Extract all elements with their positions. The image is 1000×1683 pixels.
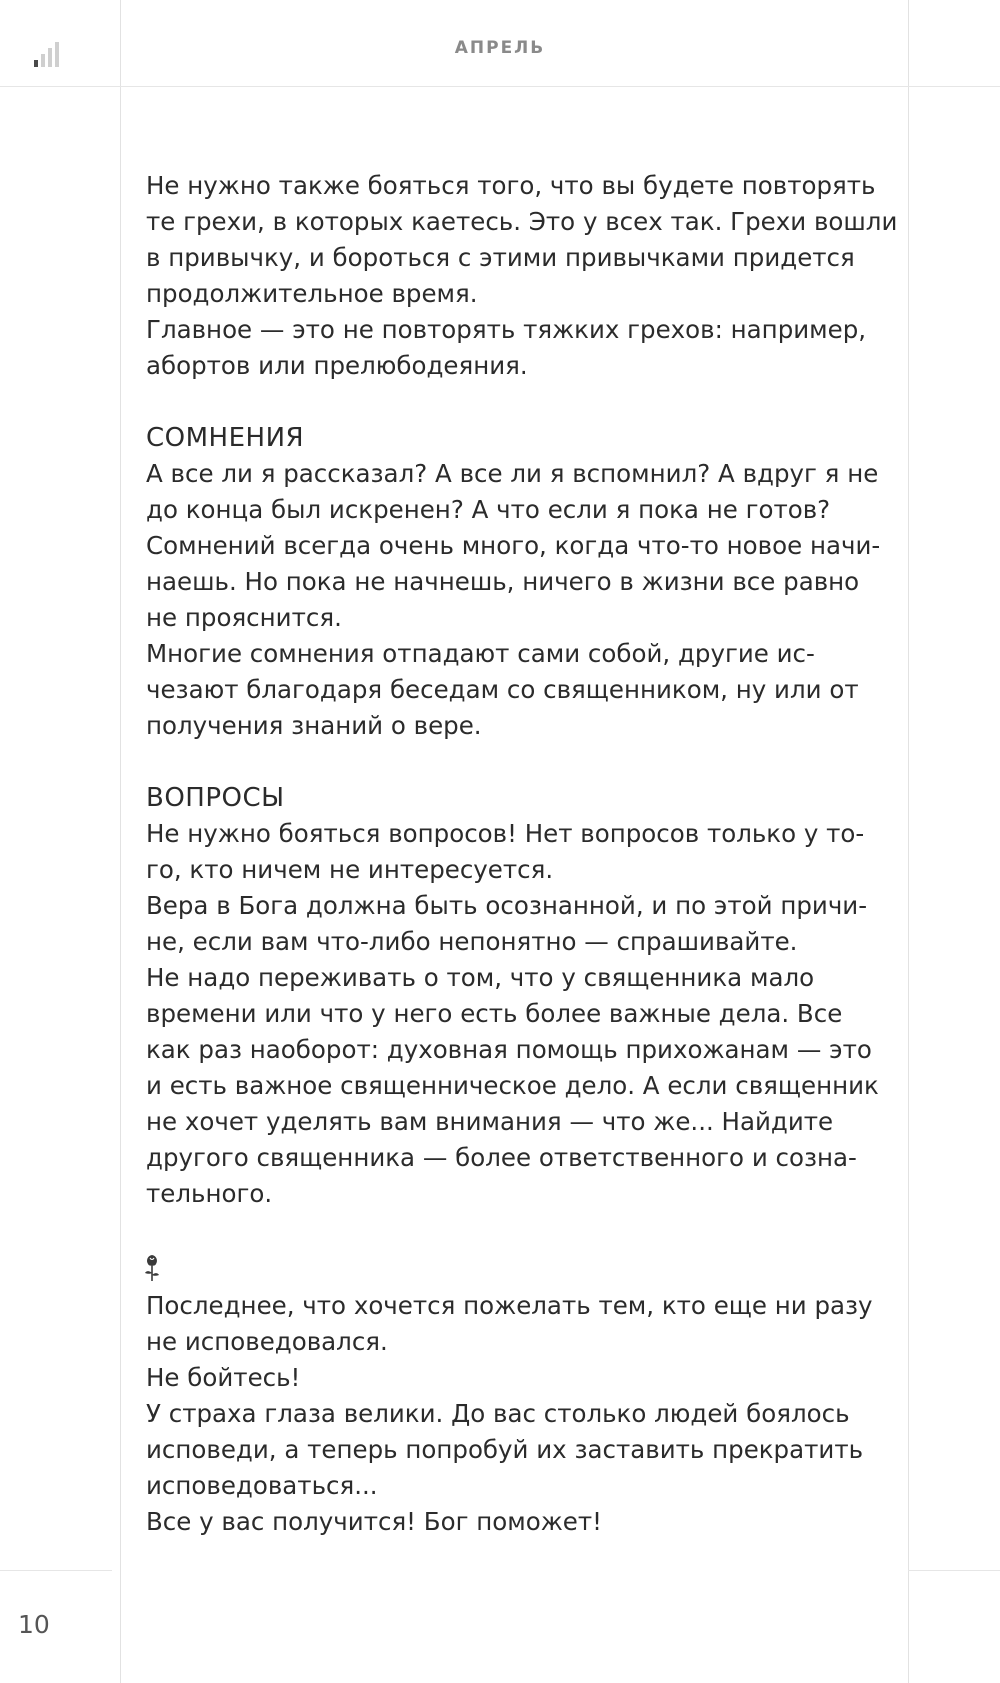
text-line: Не нужно также бояться того, что вы будете повторять	[146, 171, 876, 200]
text-line: как раз наоборот: духовная помощь прихожанам — это	[146, 1035, 872, 1064]
text-line: го, кто ничем не интересуется.	[146, 855, 554, 884]
text-line: исповеди, а теперь попробуй их заставить прекратить	[146, 1435, 864, 1464]
text-line: Вера в Бога должна быть осознанной, и по этой причи-	[146, 891, 868, 920]
footer-rule-right	[908, 1570, 1000, 1571]
intro-block	[146, 168, 898, 384]
text-line: продолжительное время.	[146, 279, 478, 308]
closing-block	[146, 1288, 886, 1540]
text-line: Не надо переживать о том, что у священника мало	[146, 963, 815, 992]
text-line: в привычку, и бороться с этими привычками придется	[146, 243, 855, 272]
flower-icon	[142, 1253, 162, 1283]
text-line: Последнее, что хочется пожелать тем, кто еще ни разу	[146, 1291, 873, 1320]
section-heading-doubts: СОМНЕНИЯ	[146, 423, 305, 453]
text-line: Не нужно бояться вопросов! Нет вопросов только у то-	[146, 819, 865, 848]
text-line: А все ли я рассказал? А все ли я вспомнил? А вдруг я не	[146, 459, 879, 488]
text-line: наешь. Но пока не начнешь, ничего в жизни все равно	[146, 567, 860, 596]
text-line: получения знаний о вере.	[146, 711, 482, 740]
text-line: не исповедовался.	[146, 1327, 388, 1356]
running-title: АПРЕЛЬ	[454, 38, 546, 58]
left-margin-rule	[120, 0, 121, 1683]
text-line: времени или что у него есть более важные дела. Все	[146, 999, 843, 1028]
text-line: тельного.	[146, 1179, 273, 1208]
text-line: до конца был искренен? А что если я пока не готов?	[146, 495, 831, 524]
doubts-section	[146, 420, 886, 744]
text-line: Все у вас получится! Бог поможет!	[146, 1507, 602, 1536]
text-line: Многие сомнения отпадают сами собой, другие ис-	[146, 639, 815, 668]
text-line: и есть важное священническое дело. А если священник	[146, 1071, 879, 1100]
header-rule	[0, 86, 1000, 87]
text-line: не хочет уделять вам внимания — что же... Найдите	[146, 1107, 834, 1136]
text-line: не прояснится.	[146, 603, 342, 632]
text-line: Главное — это не повторять тяжких грехов: например,	[146, 315, 867, 344]
text-line: Не бойтесь!	[146, 1363, 301, 1392]
section-heading-questions: ВОПРОСЫ	[146, 783, 285, 813]
text-line: абортов или прелюбодеяния.	[146, 351, 528, 380]
page-number: 10	[18, 1610, 50, 1639]
text-line: те грехи, в которых каетесь. Это у всех так. Грехи вошли	[146, 207, 898, 236]
text-line: У страха глаза велики. До вас столько людей боялось	[146, 1399, 850, 1428]
footer-rule-left	[0, 1570, 112, 1571]
text-line: Сомнений всегда очень много, когда что-то новое начи-	[146, 531, 881, 560]
text-line: другого священника — более ответственного и созна-	[146, 1143, 857, 1172]
questions-section	[146, 780, 886, 1212]
text-line: чезают благодаря беседам со священником, ну или от	[146, 675, 859, 704]
text-line: не, если вам что-либо непонятно — спрашивайте.	[146, 927, 798, 956]
text-line: исповедоваться...	[146, 1471, 378, 1500]
right-margin-rule	[908, 0, 909, 1683]
